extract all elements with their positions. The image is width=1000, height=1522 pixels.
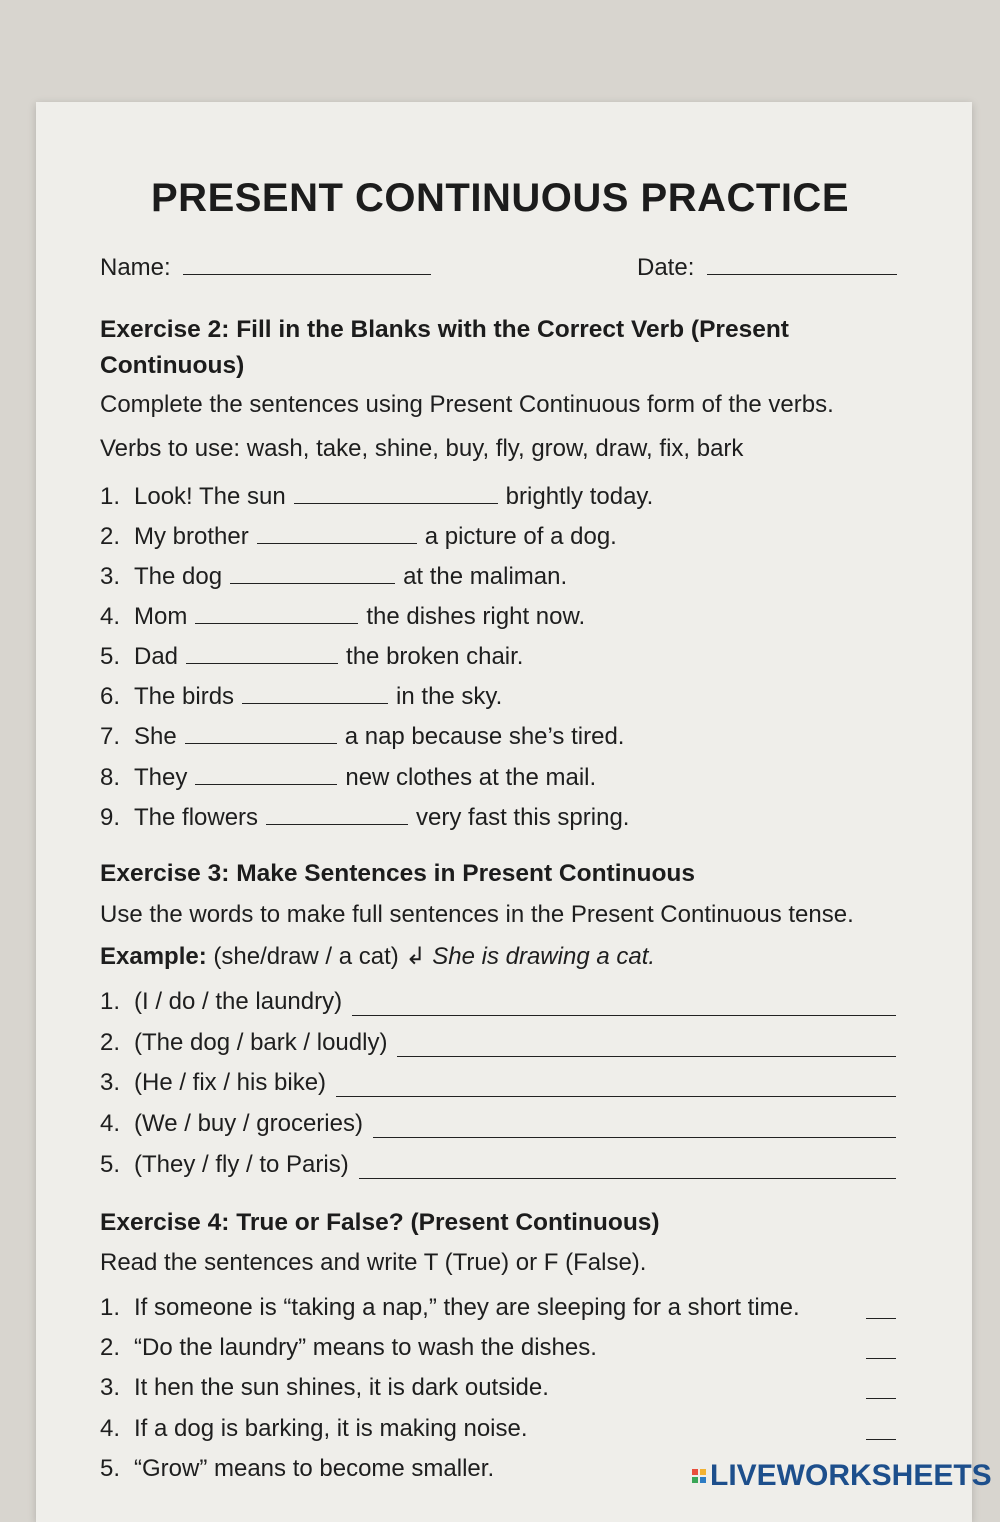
ex4-item [100,1415,528,1443]
sentence-start: My brother [134,523,249,550]
ex3-item [100,1110,896,1138]
ex4-item [100,1334,597,1362]
item-number: 1. [100,483,121,510]
item-number: 4. [100,1415,121,1442]
tf-answer-blank[interactable] [866,1358,896,1359]
answer-blank[interactable] [186,641,338,664]
liveworksheets-logo [692,1458,992,1494]
item-number: 4. [100,603,121,630]
item-number: 3. [100,563,121,590]
statement: “Grow” means to become smaller. [134,1455,495,1482]
arrow-icon: ↲ [405,943,426,970]
sentence-end: in the sky. [396,683,503,710]
item-number: 3. [100,1374,121,1401]
ex3-instruction: Use the words to make full sentences in the Present Continuous tense. [100,901,854,928]
item-number: 3. [100,1069,121,1096]
item-number: 5. [100,1455,121,1482]
name-row [100,252,431,282]
answer-blank[interactable] [195,762,337,785]
answer-blank[interactable] [195,601,358,624]
statement: If someone is “taking a nap,” they are sleeping for a short time. [134,1294,800,1321]
word-prompt: (I / do / the laundry) [134,988,343,1015]
item-number: 8. [100,764,121,791]
sentence-start: The birds [134,683,235,710]
sentence-end: new clothes at the mail. [345,764,597,791]
tf-answer-blank[interactable] [866,1439,896,1440]
logo-squares-icon [692,1469,706,1483]
ex2-heading-line1: Exercise 2: Fill in the Blanks with the Correct Verb (Present [100,316,789,343]
ex3-item [100,988,896,1016]
answer-blank[interactable] [257,521,417,544]
sentence-start: The dog [134,563,223,590]
answer-line[interactable] [359,1158,896,1179]
ex3-heading: Exercise 3: Make Sentences in Present Continuous [100,860,696,887]
sentence-start: The flowers [134,804,259,831]
ex4-item [100,1455,494,1483]
ex3-item [100,1151,896,1179]
answer-blank[interactable] [266,802,408,825]
answer-blank[interactable] [185,721,337,744]
sentence-start: Mom [134,603,188,630]
item-number: 9. [100,804,121,831]
ex3-item [100,1069,896,1097]
ex2-item [100,762,596,792]
answer-line[interactable] [397,1036,896,1057]
answer-blank[interactable] [230,561,395,584]
answer-line[interactable] [352,995,896,1016]
sentence-end: very fast this spring. [416,804,630,831]
ex4-heading: Exercise 4: True or False? (Present Continuous) [100,1209,660,1236]
word-prompt: (He / fix / his bike) [134,1069,327,1096]
example-prompt: (she/draw / a cat) [213,943,399,970]
item-number: 1. [100,988,121,1015]
answer-line[interactable] [336,1076,896,1097]
sentence-end: the dishes right now. [366,603,586,630]
ex2-item [100,561,567,591]
ex4-item [100,1294,800,1322]
word-prompt: (They / fly / to Paris) [134,1151,349,1178]
ex3-item [100,1029,896,1057]
ex2-verbs: Verbs to use: wash, take, shine, buy, fly, grow, draw, fix, bark [100,435,744,462]
ex2-heading-line2: Continuous) [100,352,245,379]
date-field[interactable] [707,252,897,275]
ex2-item [100,802,629,832]
item-number: 7. [100,723,121,750]
ex2-item [100,521,617,551]
answer-blank[interactable] [242,681,388,704]
page-title: PRESENT CONTINUOUS PRACTICE [151,176,849,220]
ex4-instruction: Read the sentences and write T (True) or F (False). [100,1249,647,1276]
sentence-end: the broken chair. [346,643,524,670]
sentence-start: Look! The sun [134,483,286,510]
ex2-item [100,721,624,751]
sentence-end: at the maliman. [403,563,568,590]
ex3-example [100,942,655,971]
tf-answer-blank[interactable] [866,1318,896,1319]
item-number: 4. [100,1110,121,1137]
answer-line[interactable] [373,1117,896,1138]
sentence-start: She [134,723,177,750]
sentence-start: Dad [134,643,179,670]
word-prompt: (The dog / bark / loudly) [134,1029,388,1056]
item-number: 2. [100,1029,121,1056]
answer-blank[interactable] [294,481,498,504]
tf-answer-blank[interactable] [866,1398,896,1399]
item-number: 1. [100,1294,121,1321]
item-number: 5. [100,643,121,670]
ex2-instruction: Complete the sentences using Present Continuous form of the verbs. [100,391,834,418]
sentence-start: They [134,764,188,791]
example-answer: She is drawing a cat. [432,943,656,970]
ex2-item [100,601,585,631]
ex2-item [100,681,502,711]
sentence-end: a picture of a dog. [424,523,617,550]
sentence-end: brightly today. [505,483,654,510]
statement: It hen the sun shines, it is dark outside. [134,1374,549,1401]
date-row [637,252,897,282]
logo-text: LIVEWORKSHEETS [710,1459,992,1492]
statement: If a dog is barking, it is making noise. [134,1415,528,1442]
name-label: Name: [100,254,171,281]
ex2-item [100,481,653,511]
item-number: 2. [100,523,121,550]
name-field[interactable] [183,252,431,275]
item-number: 5. [100,1151,121,1178]
statement: “Do the laundry” means to wash the dishes. [134,1334,597,1361]
item-number: 6. [100,683,121,710]
date-label: Date: [637,254,695,281]
word-prompt: (We / buy / groceries) [134,1110,363,1137]
example-label: Example: [100,943,207,970]
sentence-end: a nap because she’s tired. [344,723,625,750]
item-number: 2. [100,1334,121,1361]
ex2-item [100,641,523,671]
ex4-item [100,1374,549,1402]
